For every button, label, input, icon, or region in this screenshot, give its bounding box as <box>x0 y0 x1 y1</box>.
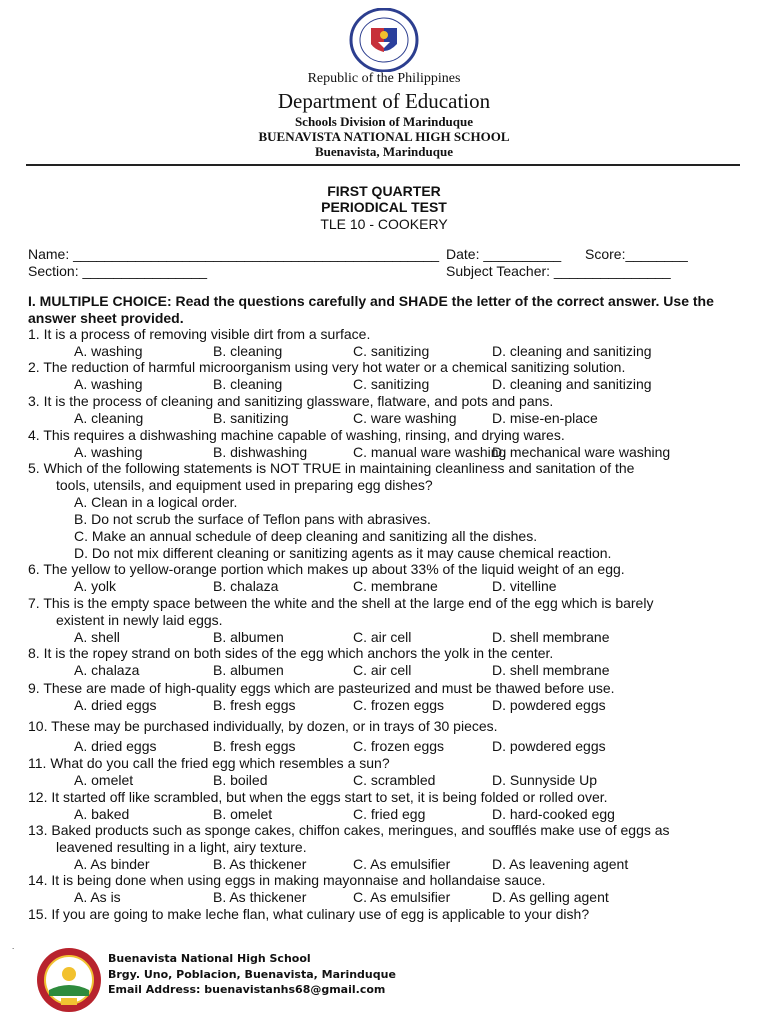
question-text: 4. This requires a dishwashing machine capable of washing, rinsing, and drying wares. <box>28 427 565 443</box>
test-title-type: PERIODICAL TEST <box>321 199 447 215</box>
answer-choice[interactable]: C. sanitizing <box>353 343 430 359</box>
answer-choice[interactable]: B. As thickener <box>213 889 307 905</box>
answer-choice[interactable]: D. cleaning and sanitizing <box>492 376 652 392</box>
answer-choice[interactable]: A. As is <box>74 889 121 905</box>
answer-choice[interactable]: C. air cell <box>353 629 412 645</box>
answer-choice[interactable]: D. vitelline <box>492 578 557 594</box>
answer-choice[interactable]: B. Do not scrub the surface of Teflon pans with abrasives. <box>74 511 431 527</box>
answer-choice[interactable]: D. Sunnyside Up <box>492 772 598 788</box>
answer-choice[interactable]: D. shell membrane <box>492 629 610 645</box>
stray-dot: . <box>12 942 15 951</box>
question-text: 8. It is the ropey strand on both sides of the egg which anchors the yolk in the center. <box>28 645 554 661</box>
question-text: 14. It is being done when using eggs in making mayonnaise and hollandaise sauce. <box>28 872 546 888</box>
question-text-continued: leavened resulting in a light, airy texture. <box>56 839 307 855</box>
deped-seal-icon <box>349 8 419 72</box>
answer-choice[interactable]: B. As thickener <box>213 856 307 872</box>
answer-choice[interactable]: D. As gelling agent <box>492 889 609 905</box>
question-text: 3. It is the process of cleaning and sanitizing glassware, flatware, and pots and pans. <box>28 393 554 409</box>
question-text: 1. It is a process of removing visible dirt from a surface. <box>28 326 371 342</box>
answer-choice[interactable]: C. air cell <box>353 662 412 678</box>
date-field[interactable]: Date: __________ <box>446 246 562 262</box>
answer-choice[interactable]: D. mise-en-place <box>492 410 598 426</box>
answer-choice[interactable]: D. cleaning and sanitizing <box>492 343 652 359</box>
name-field[interactable]: Name: _______________________________________________ <box>28 246 440 262</box>
answer-choice[interactable]: A. washing <box>74 343 143 359</box>
answer-choice[interactable]: B. fresh eggs <box>213 697 296 713</box>
footer-address: Brgy. Uno, Poblacion, Buenavista, Marinduque <box>108 968 396 981</box>
answer-choice[interactable]: A. Clean in a logical order. <box>74 494 238 510</box>
answer-choice[interactable]: A. shell <box>74 629 120 645</box>
question-text: 12. It started off like scrambled, but when the eggs start to set, it is being folded or rolled over. <box>28 789 608 805</box>
answer-choice[interactable]: B. sanitizing <box>213 410 289 426</box>
answer-choice[interactable]: C. As emulsifier <box>353 889 451 905</box>
header-divider <box>26 164 740 166</box>
question-text: 7. This is the empty space between the white and the shell at the large end of the egg which is barely <box>28 595 654 611</box>
footer-email[interactable]: Email Address: buenavistanhs68@gmail.com <box>108 983 386 996</box>
answer-choice[interactable]: D. powdered eggs <box>492 738 606 754</box>
question-text: 11. What do you call the fried egg which resembles a sun? <box>28 755 390 771</box>
answer-choice[interactable]: B. cleaning <box>213 343 283 359</box>
answer-choice[interactable]: C. scrambled <box>353 772 436 788</box>
answer-choice[interactable]: D. hard-cooked egg <box>492 806 615 822</box>
question-text-continued: existent in newly laid eggs. <box>56 612 223 628</box>
test-title-quarter: FIRST QUARTER <box>327 183 441 199</box>
answer-choice[interactable]: B. cleaning <box>213 376 283 392</box>
answer-choice[interactable]: C. membrane <box>353 578 438 594</box>
answer-choice[interactable]: C. sanitizing <box>353 376 430 392</box>
answer-choice[interactable]: D. powdered eggs <box>492 697 606 713</box>
school-logo-icon <box>35 946 103 1014</box>
answer-choice[interactable]: B. albumen <box>213 662 284 678</box>
question-text: 6. The yellow to yellow-orange portion which makes up about 33% of the liquid weight of an egg. <box>28 561 625 577</box>
header-division: Schools Division of Marinduque <box>294 114 474 129</box>
answer-choice[interactable]: C. Make an annual schedule of deep cleaning and sanitizing all the dishes. <box>74 528 538 544</box>
answer-choice[interactable]: C. manual ware washing <box>353 444 507 460</box>
question-text: 13. Baked products such as sponge cakes, chiffon cakes, meringues, and soufflés make use of eggs as <box>28 822 670 838</box>
answer-choice[interactable]: A. chalaza <box>74 662 140 678</box>
question-text: 5. Which of the following statements is NOT TRUE in maintaining cleanliness and sanitation of the <box>28 460 635 476</box>
answer-choice[interactable]: B. omelet <box>213 806 273 822</box>
question-text: 9. These are made of high-quality eggs which are pasteurized and must be thawed before use. <box>28 680 615 696</box>
answer-choice[interactable]: B. dishwashing <box>213 444 308 460</box>
answer-choice[interactable]: A. yolk <box>74 578 117 594</box>
answer-choice[interactable]: D. shell membrane <box>492 662 610 678</box>
header-department: Department of Education <box>277 89 491 113</box>
answer-choice[interactable]: A. cleaning <box>74 410 144 426</box>
question-text-continued: tools, utensils, and equipment used in preparing egg dishes? <box>56 477 433 493</box>
answer-choice[interactable]: C. frozen eggs <box>353 738 445 754</box>
answer-choice[interactable]: A. baked <box>74 806 130 822</box>
question-text: 10. These may be purchased individually, by dozen, or in trays of 30 pieces. <box>28 718 498 734</box>
answer-choice[interactable]: B. fresh eggs <box>213 738 296 754</box>
answer-choice[interactable]: B. boiled <box>213 772 268 788</box>
answer-choice[interactable]: A. As binder <box>74 856 150 872</box>
answer-choice[interactable]: B. chalaza <box>213 578 279 594</box>
section-field[interactable]: Section: ________________ <box>28 263 208 279</box>
answer-choice[interactable]: B. albumen <box>213 629 284 645</box>
answer-choice[interactable]: A. omelet <box>74 772 134 788</box>
answer-choice[interactable]: A. dried eggs <box>74 697 157 713</box>
answer-choice[interactable]: D. As leavening agent <box>492 856 629 872</box>
answer-choice[interactable]: A. washing <box>74 376 143 392</box>
answer-choice[interactable]: A. washing <box>74 444 143 460</box>
answer-choice[interactable]: D. Do not mix different cleaning or sanitizing agents as it may cause chemical reaction. <box>74 545 612 561</box>
answer-choice[interactable]: C. fried egg <box>353 806 426 822</box>
instructions: I. MULTIPLE CHOICE: Read the questions carefully and SHADE the letter of the correct answer. Use the answer sheet provided. <box>28 293 714 326</box>
answer-choice[interactable]: C. frozen eggs <box>353 697 445 713</box>
footer-school: Buenavista National High School <box>108 952 311 965</box>
answer-choice[interactable]: A. dried eggs <box>74 738 157 754</box>
subject-teacher-field[interactable]: Subject Teacher: _______________ <box>446 263 671 279</box>
answer-choice[interactable]: D. mechanical ware washing <box>492 444 671 460</box>
test-title-subject: TLE 10 - COOKERY <box>320 216 448 232</box>
question-text: 2. The reduction of harmful microorganism using very hot water or a chemical sanitizing solution. <box>28 359 626 375</box>
answer-choice[interactable]: C. As emulsifier <box>353 856 451 872</box>
header-location: Buenavista, Marinduque <box>315 144 453 159</box>
header-republic: Republic of the Philippines <box>307 71 461 86</box>
answer-choice[interactable]: C. ware washing <box>353 410 457 426</box>
header-school: BUENAVISTA NATIONAL HIGH SCHOOL <box>258 129 510 144</box>
question-text: 15. If you are going to make leche flan, what culinary use of egg is applicable to your dish? <box>28 906 590 922</box>
score-field[interactable]: Score:________ <box>585 246 688 262</box>
